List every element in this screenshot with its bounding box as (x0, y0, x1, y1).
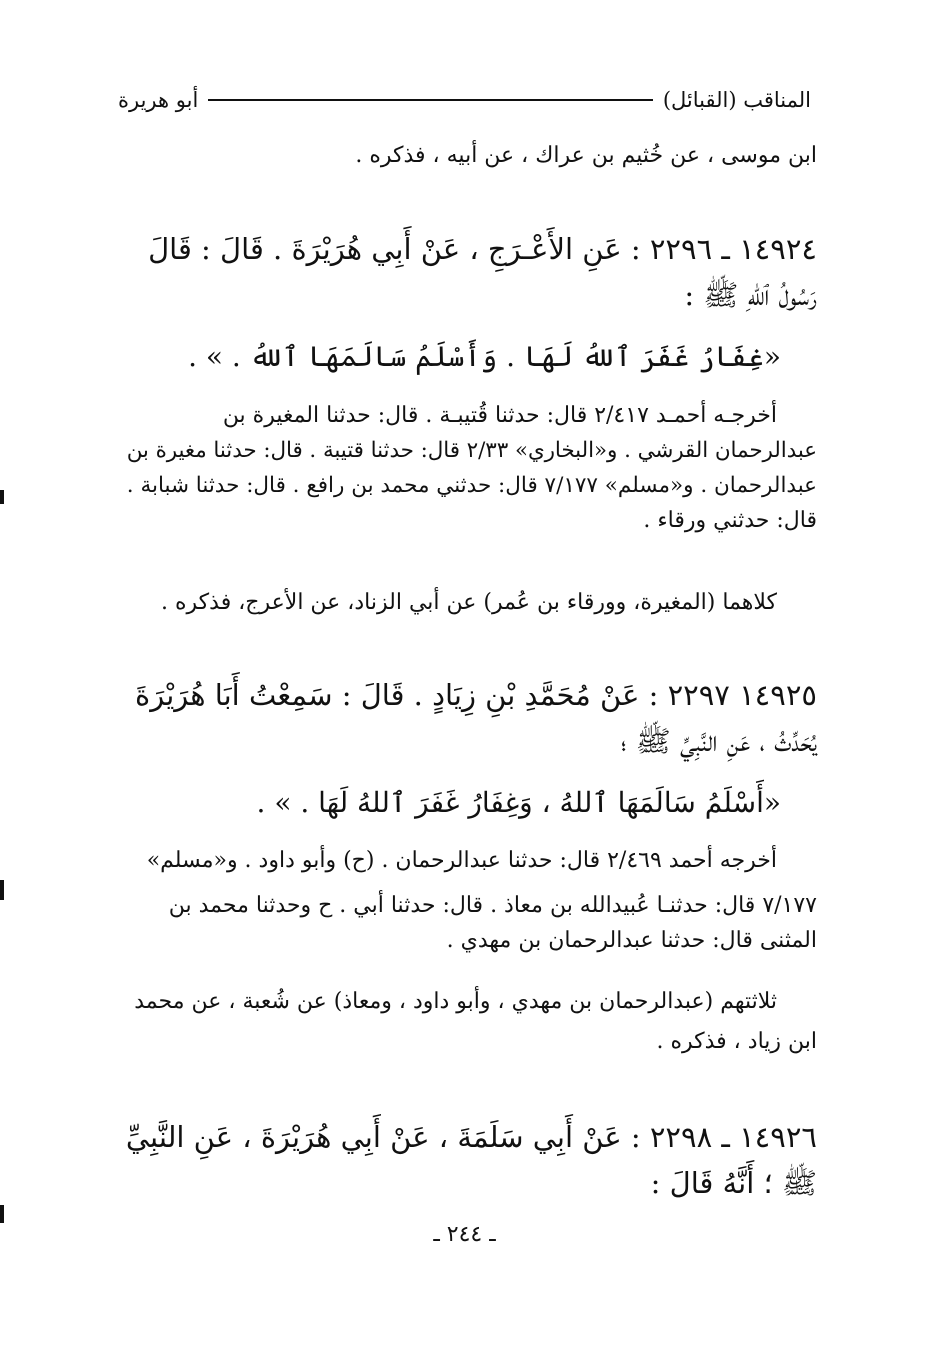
takhrij-line: قال: حدثني ورقاء . (643, 508, 817, 533)
hadith-heading-line: رَسُولُ ٱللهِ ﷺ : (684, 278, 817, 312)
takhrij (112, 843, 817, 878)
intro-line: ابن موسى ، عن خُثيم بن عراك ، عن أبيه ، فذكره . (355, 143, 817, 168)
hadith-heading-line: ١٤٩٢٥ ٢٢٩٧ : عَنْ مُحَمَّدِ بْنِ زِيَادٍ . قَالَ : سَمِعْتُ أَبَا هُرَيْرَةَ (135, 678, 817, 712)
page-number: ـ ٢٤٤ ـ (433, 1222, 496, 1247)
section-title: أبو هريرة (118, 88, 199, 112)
isnad-summary-continued (112, 1024, 817, 1059)
summary-line: كلاهما (المغيرة، وورقاء بن عُمر) عن أبي الزناد، عن الأعرج، فذكره . (161, 590, 777, 615)
takhrij-line: المثنى قال: حدثنا عبدالرحمان بن مهدي . (446, 928, 817, 953)
intro-text (112, 138, 817, 173)
takhrij (112, 398, 817, 433)
takhrij-line: عبدالرحمان . و«مسلم» ٧/١٧٧ قال: حدثني محمد بن رافع . قال: حدثنا شبابة . (126, 473, 817, 498)
hadith-matn-line: «أَسْلَمُ سَالَمَهَا ٱللهُ ، وَغِفَارُ غَفَرَ ٱللهُ لَهَا . » . (256, 786, 781, 819)
takhrij-line: عبدالرحمان القرشي . و«البخاري» ٢/٣٣ قال: حدثنا قتيبة . قال: حدثنا مغيرة بن (126, 438, 817, 463)
hadith-heading (112, 226, 817, 318)
hadith-heading-line: ١٤٩٢٦ ـ ٢٢٩٨ : عَنْ أَبِي سَلَمَةَ ، عَنْ أَبِي هُرَيْرَةَ ، عَنِ النَّبِيِّ (125, 1120, 817, 1154)
isnad-summary (112, 984, 817, 1019)
hadith-heading-line: يُحَدِّثُ ، عَنِ النَّبِيِّ ﷺ ؛ (620, 724, 817, 758)
takhrij-continued (112, 888, 817, 958)
takhrij-line: أخرجه أحمد ٢/٤٦٩ قال: حدثنا عبدالرحمان . (ح) وأبو داود . و«مسلم» (146, 848, 777, 873)
running-header (118, 80, 811, 120)
takhrij-continued (112, 433, 817, 538)
header-rule (208, 99, 653, 101)
summary-line: ثلاثتهم (عبدالرحمان بن مهدي ، وأبو داود ، ومعاذ) عن شُعبة ، عن محمد (134, 989, 777, 1014)
chapter-title: المناقب (القبائل) (662, 88, 811, 112)
summary-line: ابن زياد ، فذكره . (656, 1029, 817, 1054)
isnad-summary (112, 585, 817, 620)
scan-edge-mark (0, 880, 4, 900)
hadith-matn (112, 780, 817, 826)
hadith-heading (112, 672, 817, 764)
hadith-matn (112, 334, 817, 380)
scan-edge-mark (0, 1205, 4, 1223)
scan-edge-mark (0, 490, 4, 504)
hadith-matn-line: «غِفَارُ غَفَرَ ٱللهُ لَهَا . وَأَسْلَمُ سَالَمَهَا ٱللهُ . » . (188, 340, 781, 373)
hadith-heading-line: ١٤٩٢٤ ـ ٢٢٩٦ : عَنِ الأَعْـرَجِ ، عَنْ أَبِي هُرَيْرَةَ . قَالَ : قَالَ (148, 232, 817, 266)
hadith-heading-line: ﷺ ؛ أَنَّهُ قَالَ : (650, 1166, 817, 1200)
takhrij-line: أخرجـه أحمـد ٢/٤١٧ قال: حدثنا قُتيبـة . قال: حدثنا المغيرة بن (222, 403, 777, 428)
takhrij-line: ٧/١٧٧ قال: حدثنـا عُبيدالله بن معاذ . قال: حدثنا أبي . ح وحدثنا محمد بن (168, 893, 817, 918)
hadith-heading (112, 1114, 817, 1206)
